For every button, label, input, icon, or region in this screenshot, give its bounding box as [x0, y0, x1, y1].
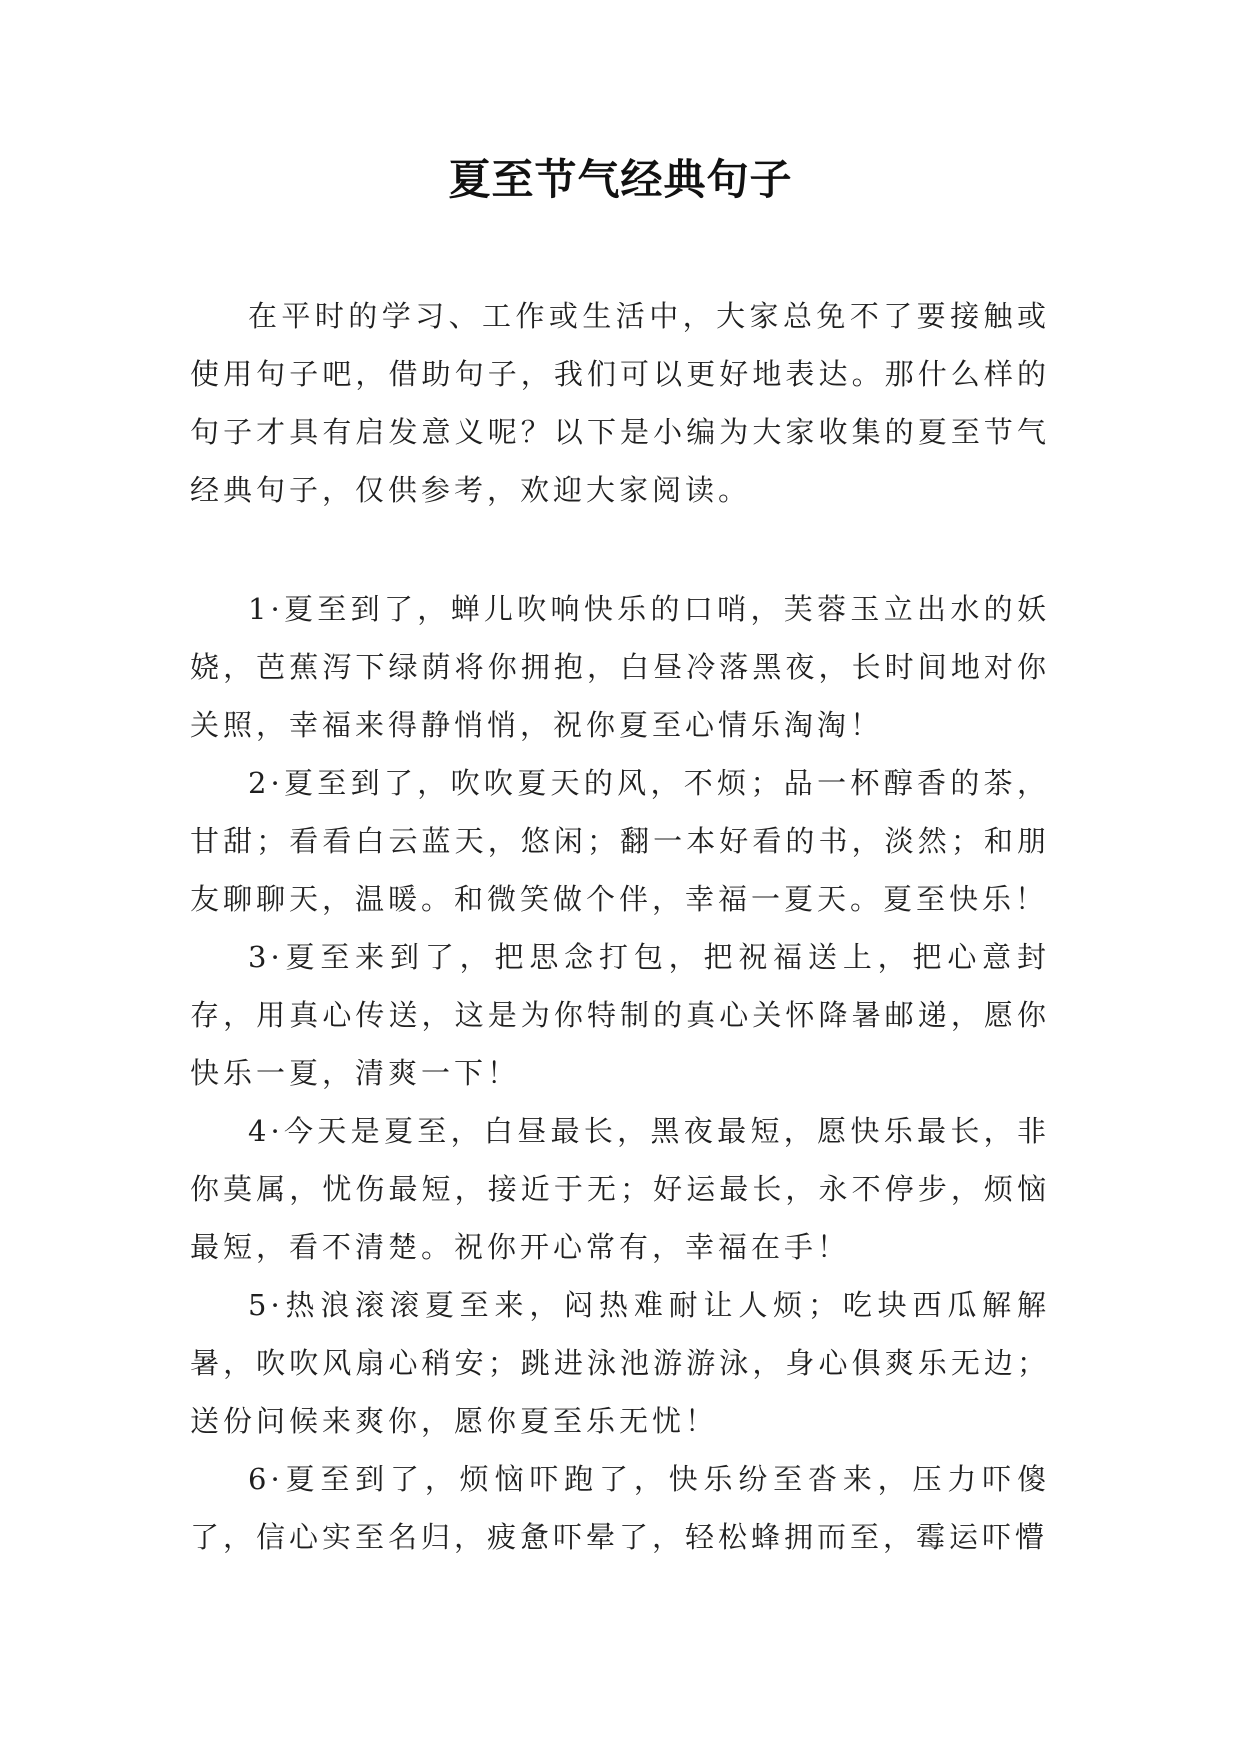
- sentence-list: [190, 580, 1050, 1566]
- sentence-item-5: 5·热浪滚滚夏至来，闷热难耐让人烦；吃块西瓜解解暑，吹吹风扇心稍安；跳进泳池游游泳，身心俱爽乐无边；送份问候来爽你，愿你夏至乐无忧！: [190, 1288, 1050, 1438]
- sentence-item-4: 4·今天是夏至，白昼最长，黑夜最短，愿快乐最长，非你莫属，忧伤最短，接近于无；好运最长，永不停步，烦恼最短，看不清楚。祝你开心常有，幸福在手！: [190, 1114, 1050, 1264]
- intro-paragraph: 在平时的学习、工作或生活中，大家总免不了要接触或使用句子吧，借助句子，我们可以更好地表达。那什么样的句子才具有启发意义呢？以下是小编为大家收集的夏至节气经典句子，仅供参考，欢迎大家阅读。: [190, 299, 1050, 507]
- sentence-item-1: 1·夏至到了，蝉儿吹响快乐的口哨，芙蓉玉立出水的妖娆，芭蕉泻下绿荫将你拥抱，白昼冷落黑夜，长时间地对你关照，幸福来得静悄悄，祝你夏至心情乐淘淘！: [190, 592, 1050, 742]
- document-title: 夏至节气经典句子: [448, 155, 793, 204]
- sentence-item-3: 3·夏至来到了，把思念打包，把祝福送上，把心意封存，用真心传送，这是为你特制的真心关怀降暑邮递，愿你快乐一夏，清爽一下！: [190, 940, 1050, 1090]
- sentence-item-6: 6·夏至到了，烦恼吓跑了，快乐纷至沓来，压力吓傻了，信心实至名归，疲惫吓晕了，轻松蜂拥而至，霉运吓懵: [190, 1462, 1050, 1554]
- sentence-item-2: 2·夏至到了，吹吹夏天的风，不烦；品一杯醇香的茶，甘甜；看看白云蓝天，悠闲；翻一本好看的书，淡然；和朋友聊聊天，温暖。和微笑做个伴，幸福一夏天。夏至快乐！: [190, 766, 1050, 916]
- intro-section: [190, 287, 1050, 519]
